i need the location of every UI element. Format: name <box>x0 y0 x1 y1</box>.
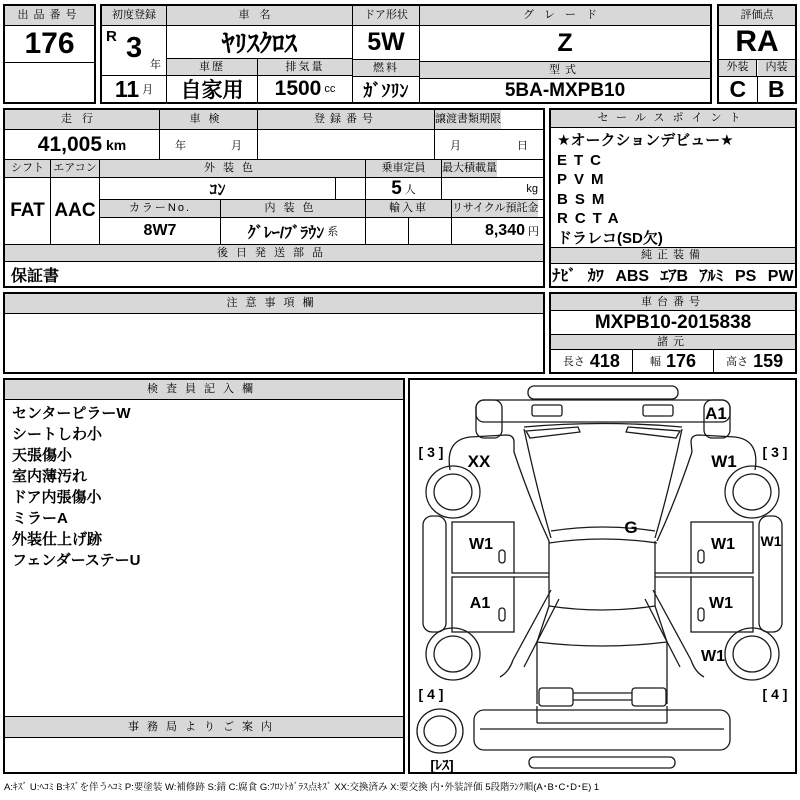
car-diagram <box>410 380 795 772</box>
right-c-pillar <box>645 590 691 667</box>
car-name: ﾔﾘｽｸﾛｽ <box>221 30 297 59</box>
shaken-header: 車検 <box>160 110 258 129</box>
first-registration-year-cell <box>102 26 166 76</box>
damage-code-legend: A:ｷｽﾞ U:ﾍｺﾐ B:ｷｽﾞを伴うﾍｺﾐ P:要塗装 W:補修跡 S:錆 C:腐食 G:ﾌﾛﾝﾄｶﾞﾗｽ点ｷｽﾞ XX:交換済み X:要交換 内･外装評価 5段階ﾗﾝｸ順(A･B･C･D･E) 1 <box>4 782 600 793</box>
inspector-box <box>3 378 405 774</box>
shaken-month-unit: 月 <box>231 139 242 152</box>
ext-color-cell <box>100 178 336 199</box>
interior-color: ｸﾞﾚｰ/ﾌﾞﾗｳﾝ <box>247 224 325 242</box>
width-label: 幅 <box>649 356 661 368</box>
mark-right-rocker: W1 <box>760 533 782 549</box>
inspector-list <box>5 400 403 716</box>
score-box <box>717 4 797 104</box>
mark-left-front-tire: [ 3 ] <box>418 444 444 460</box>
inspector-header: 検査員記入欄 <box>5 380 403 400</box>
length-value: 418 <box>589 350 620 371</box>
first-registration-header: 初度登録 <box>102 6 166 26</box>
length-label: 長さ <box>562 356 585 368</box>
mark-left-front-fender: XX <box>467 452 491 471</box>
height-label: 高さ <box>726 356 749 368</box>
car-name-header: 車名 <box>167 6 352 26</box>
notes-content <box>5 314 543 372</box>
color-no-cell <box>100 218 221 244</box>
capacity-header: 乗車定員 <box>366 160 442 177</box>
inspector-item: ミラーA <box>12 510 68 527</box>
first-registration-month-cell <box>102 76 166 102</box>
car-name-cell <box>167 26 352 59</box>
registration-month: 11 <box>114 76 140 102</box>
inspector-item: センターピラーW <box>12 405 131 422</box>
auction-score: RA <box>735 26 779 59</box>
displacement-header: 排気量 <box>258 59 352 76</box>
history-cell <box>167 76 257 102</box>
model-code: 5BA-MXPB10 <box>504 79 626 101</box>
equipment-cell: ﾅﾋﾞ ｶﾜ ABS ｴｱB ｱﾙﾐ PS PW <box>552 268 794 286</box>
sales-point-item: PVM <box>557 171 611 188</box>
office-content <box>5 738 403 772</box>
rear-bottom-strip <box>529 757 675 768</box>
year-unit: 年 <box>150 59 161 72</box>
deadline-header: 譲渡書類期限 <box>435 110 501 129</box>
tailgate-lower <box>537 706 667 723</box>
roof-front <box>549 539 657 543</box>
notes-box <box>3 292 545 374</box>
later-parts-cell <box>5 262 543 286</box>
era-code: R <box>106 28 117 45</box>
exterior-color: ｺﾝ <box>209 182 226 199</box>
mark-windshield: G <box>624 518 638 537</box>
notes-header: 注意事項欄 <box>5 294 543 314</box>
aircon-header: エアコン <box>51 160 100 177</box>
shaken-cell <box>160 130 258 159</box>
left-tail-light <box>539 688 573 706</box>
shift-header: シフト <box>5 160 51 177</box>
equipment-header: 純正装備 <box>551 247 795 264</box>
sales-point-item: ★オークションデビュー★ <box>557 132 734 149</box>
aircon-cell <box>51 178 100 244</box>
interior-grade-cell <box>758 77 796 102</box>
car-outline <box>417 386 782 768</box>
car-name-column <box>166 6 352 102</box>
vehicle-info-box <box>100 4 712 104</box>
exterior-grade-cell <box>719 77 758 102</box>
roof-end <box>549 606 655 610</box>
door-handle <box>499 608 505 621</box>
registration-year: 3 <box>126 32 143 64</box>
score-cell <box>719 26 795 60</box>
history-column <box>167 59 258 102</box>
car-history: 自家用 <box>180 79 244 102</box>
sales-points-header: セールスポイント <box>551 110 795 128</box>
mark-left-front-door: W1 <box>469 536 493 553</box>
roof-sides <box>549 541 655 606</box>
recycle-cell <box>452 218 543 244</box>
front-bumper <box>476 400 730 422</box>
grade: Z <box>557 29 573 57</box>
max-load-unit: kg <box>526 182 538 195</box>
mark-right-rear-tire: [ 4 ] <box>762 686 788 702</box>
recycle-header: リサイクル預託金 <box>452 200 538 217</box>
grade-column <box>419 6 710 102</box>
left-rocker-panel <box>423 516 446 632</box>
right-headlight <box>643 405 673 416</box>
chassis-header: 車台番号 <box>551 294 795 311</box>
first-registration-column <box>102 6 166 102</box>
width-value: 176 <box>665 350 697 371</box>
deadline-month-unit: 月 <box>450 139 461 152</box>
mark-right-front-door: W1 <box>711 536 735 553</box>
left-headlight <box>532 405 562 416</box>
sales-points-box <box>549 108 797 288</box>
registration-mileage-box <box>3 108 545 288</box>
mark-right-rear-quarter: W1 <box>701 648 725 665</box>
lot-empty-cell <box>5 63 94 102</box>
recycle-unit: 円 <box>528 226 539 238</box>
ext-color-sub-cell <box>336 178 366 199</box>
shaken-year-unit: 年 <box>175 139 186 152</box>
lot-header: 出品番号 <box>5 6 94 26</box>
model-code-header: 型式 <box>420 62 710 79</box>
mark-right-rear-door: W1 <box>709 595 733 612</box>
mark-spare-tire: [ﾚｽ] <box>430 757 454 772</box>
door-shape-cell <box>353 26 419 60</box>
chassis-number-cell <box>551 311 795 335</box>
displacement-cell <box>258 76 352 102</box>
mileage-cell <box>5 130 160 159</box>
fuel-type: ｶﾞｿﾘﾝ <box>363 80 409 101</box>
front-top-strip <box>528 386 678 399</box>
right-wiper <box>626 427 680 438</box>
interior-color-suffix: 系 <box>327 226 339 238</box>
fuel-cell <box>353 77 419 102</box>
rear-bumper <box>474 710 730 750</box>
color-no-header: カラーNo. <box>100 200 221 217</box>
office-header: 事務局よりご案内 <box>5 716 403 738</box>
max-load-header: 最大積載量 <box>442 160 497 177</box>
shift-type: FAT <box>10 200 45 221</box>
inspector-item: 外装仕上げ跡 <box>12 531 103 548</box>
displacement-unit: cc <box>324 83 336 95</box>
displacement-column <box>258 59 352 102</box>
sales-point-item: BSM <box>557 190 612 208</box>
month-unit: 月 <box>142 84 154 97</box>
int-color-header: 内装色 <box>221 200 366 217</box>
mark-front-right: A1 <box>705 404 727 423</box>
import-header: 輸入車 <box>366 200 452 217</box>
chassis-box <box>549 292 797 374</box>
grade-header: グレード <box>420 6 710 26</box>
max-load-cell <box>442 178 543 199</box>
import-cell-1 <box>366 218 409 244</box>
inspector-item: 天張傷小 <box>12 447 73 464</box>
mark-left-rear-door: A1 <box>469 595 491 612</box>
door-handle <box>499 550 505 563</box>
length-cell <box>551 350 633 372</box>
shift-cell <box>5 178 51 244</box>
door-shape: 5W <box>367 28 405 57</box>
ext-color-header: 外装色 <box>100 160 366 177</box>
import-cell-2 <box>409 218 452 244</box>
sales-point-item: RCTA <box>557 210 626 227</box>
fuel-header: 燃料 <box>353 60 419 77</box>
aircon-type: AAC <box>54 200 96 221</box>
deadline-cell <box>435 130 543 159</box>
door-shape-column <box>352 6 419 102</box>
int-color-cell <box>221 218 366 244</box>
reg-no-header: 登録番号 <box>258 110 435 129</box>
chassis-number: MXPB10-2015838 <box>594 311 752 333</box>
height-cell <box>714 350 795 372</box>
mileage-value: 41,005 <box>37 132 102 156</box>
capacity-unit: 人 <box>404 183 416 196</box>
right-tail-light <box>632 688 666 706</box>
windshield-bottom <box>551 527 655 531</box>
capacity-cell <box>366 178 442 199</box>
damage-diagram-box <box>408 378 797 774</box>
sales-point-item: ETC <box>557 151 608 169</box>
score-header: 評価点 <box>719 6 795 26</box>
grade-cell <box>420 26 710 62</box>
later-parts-value: 保証書 <box>11 267 60 285</box>
interior-header: 内装 <box>757 60 795 76</box>
front-bumper-left-corner <box>476 400 502 438</box>
mark-left-rear-tire: [ 4 ] <box>418 686 444 702</box>
exterior-header: 外装 <box>719 60 757 76</box>
rear-glass-sides <box>537 606 667 642</box>
inspector-item: ドア内張傷小 <box>12 489 102 506</box>
interior-grade: B <box>767 76 785 102</box>
left-c-pillar <box>513 590 559 667</box>
inspector-item: シートしわ小 <box>12 426 103 443</box>
mark-right-front-fender: W1 <box>711 452 737 471</box>
inspector-item: フェンダーステーU <box>12 552 141 569</box>
mark-right-front-tire: [ 3 ] <box>762 444 788 460</box>
door-handle <box>698 608 704 621</box>
specs-header: 諸元 <box>551 335 795 350</box>
recycle-deposit: 8,340 <box>484 222 525 239</box>
displacement-value: 1500 <box>274 77 322 100</box>
lot-number: 176 <box>24 27 75 60</box>
cowl-line <box>524 424 682 428</box>
door-shape-header: ドア形状 <box>353 6 419 26</box>
rear-glass-bottom <box>537 642 667 646</box>
model-code-cell <box>420 79 710 102</box>
deadline-day-unit: 日 <box>517 139 528 152</box>
exterior-grade: C <box>729 76 747 102</box>
sales-point-item: ドラレコ(SD欠) <box>557 229 663 247</box>
later-parts-header: 後日発送部品 <box>5 245 543 262</box>
sales-points-list <box>551 128 795 247</box>
mileage-header: 走行 <box>5 110 160 129</box>
door-handle <box>698 550 704 563</box>
reg-no-cell <box>258 130 435 159</box>
history-header: 車歴 <box>167 59 257 76</box>
left-wiper <box>526 427 580 438</box>
lot-box <box>3 4 96 104</box>
lot-number-cell <box>5 26 94 63</box>
capacity-value: 5 <box>391 178 402 199</box>
tailgate-sides <box>537 642 667 704</box>
mileage-unit: km <box>106 136 127 153</box>
height-value: 159 <box>753 350 784 371</box>
width-cell <box>633 350 715 372</box>
color-number: 8W7 <box>143 222 177 239</box>
inspector-item: 室内薄汚れ <box>12 468 88 485</box>
